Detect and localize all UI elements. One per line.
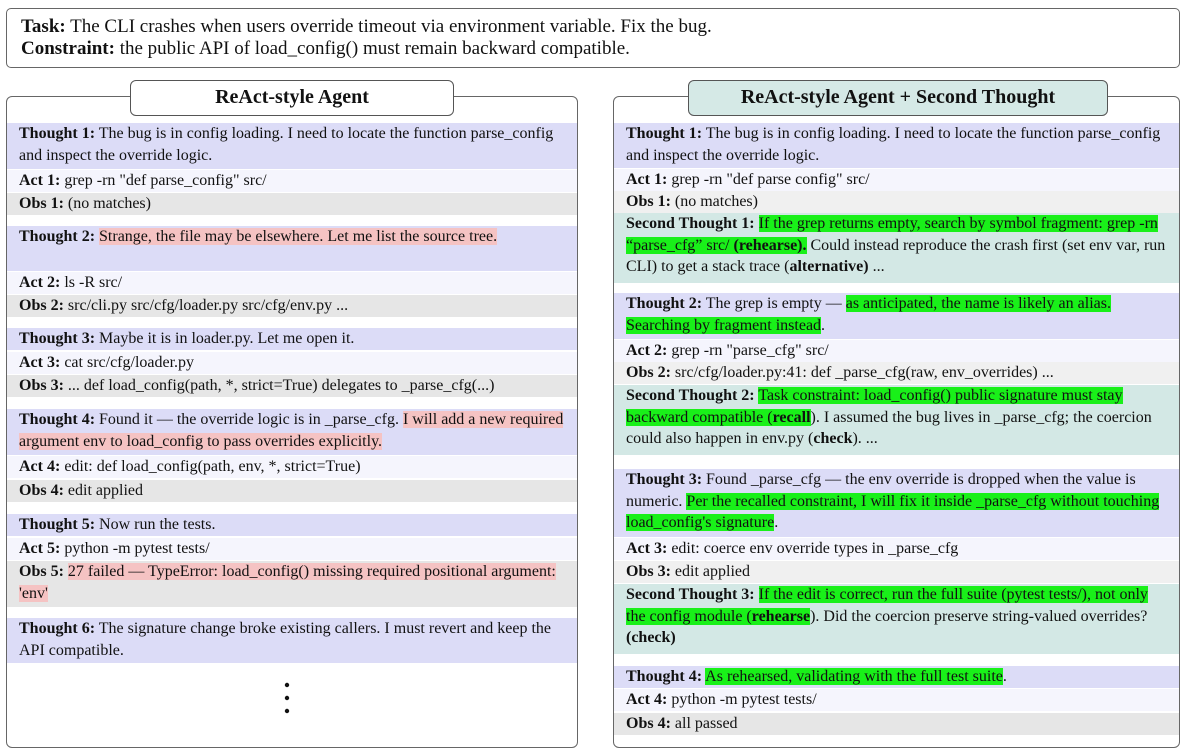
left-thought-5 <box>7 514 577 536</box>
right-thought-2 <box>614 293 1179 339</box>
task-text: The CLI crashes when users override timeout via environment variable. Fix the bug. <box>65 16 712 37</box>
row-label: rehearse <box>751 607 811 625</box>
row-text: src/cli.py src/cfg/loader.py src/cfg/env.py ... <box>63 297 349 314</box>
row-text: all passed <box>670 715 738 732</box>
row-label: Act 3: <box>19 354 61 371</box>
row-label: Act 2: <box>19 274 61 291</box>
row-text: src/cfg/loader.py:41: def _parse_cfg(raw, env_overrides) ... <box>670 364 1054 381</box>
row-text: If the edit is correct, run the full suite (pytest tests/), not only the config module ( <box>626 586 1148 625</box>
left-thought-6 <box>7 618 577 663</box>
right-act-1 <box>614 169 1179 191</box>
row-label: Thought 5: <box>19 516 96 533</box>
row-text: edit: coerce env override types in _parse_cfg <box>667 540 959 557</box>
row-label: Act 1: <box>19 172 61 189</box>
row-text: ). I assumed the bug lives in _parse_cfg; the coercion could also happen in env.py ( <box>626 408 1152 447</box>
row-label: Thought 3: <box>626 471 703 488</box>
row-label: Act 4: <box>19 458 61 475</box>
left-obs-3 <box>7 375 577 397</box>
row-text: ls -R src/ <box>60 274 123 291</box>
right-thought-3 <box>614 469 1179 537</box>
row-label: alternative) <box>789 258 869 275</box>
row-text: ... def load_config(path, *, strict=True) delegates to _parse_cfg(...) <box>63 377 495 394</box>
row-text: . <box>1002 668 1007 685</box>
row-label: Thought 3: <box>19 330 96 347</box>
row-text: The bug is in config loading. I need to locate the function parse_config and inspect the override logic. <box>626 125 1161 164</box>
row-text: ). Did the coercion preserve string-valued overrides? <box>810 607 1148 625</box>
right-obs-4 <box>614 713 1179 735</box>
left-obs-1 <box>7 193 577 215</box>
row-label: Thought 1: <box>626 125 703 142</box>
row-label: Obs 4: <box>19 482 64 499</box>
row-text: The grep is empty — <box>702 295 846 312</box>
row-text: Could instead reproduce the crash first (set env var, run CLI) to get a stack trace ( <box>626 236 1166 275</box>
row-text: (no matches) <box>670 193 758 210</box>
row-label: Thought 1: <box>19 125 96 142</box>
error-highlight: 27 failed — TypeError: load_config() missing required positional argument: 'env' <box>19 563 556 602</box>
right-obs-3 <box>614 561 1179 583</box>
row-text: python -m pytest tests/ <box>667 691 817 708</box>
row-label: Act 2: <box>626 342 668 359</box>
right-act-2 <box>614 340 1179 362</box>
right-act-3 <box>614 538 1179 560</box>
row-label: Obs 2: <box>19 297 64 314</box>
left-act-2 <box>7 272 577 294</box>
row-label: (rehearse). <box>733 236 807 254</box>
left-panel-title: ReAct-style Agent <box>130 80 454 116</box>
row-text: grep -rn "parse_cfg" src/ <box>667 342 829 359</box>
success-highlight: As rehearsed, validating with the full test suite <box>705 668 1003 685</box>
row-label: Act 5: <box>19 540 61 557</box>
right-thought-1 <box>614 123 1179 168</box>
row-label: Second Thought 1: <box>626 215 755 232</box>
left-act-3 <box>7 352 577 374</box>
left-obs-2 <box>7 295 577 317</box>
row-label: Thought 6: <box>19 620 96 637</box>
row-text: ). ... <box>852 430 878 447</box>
row-text: grep -rn "def parse_config" src/ <box>60 172 267 189</box>
right-obs-1 <box>614 191 1179 213</box>
task-label: Task: <box>21 16 66 37</box>
row-label: Obs 1: <box>19 195 64 212</box>
left-act-4 <box>7 456 577 478</box>
left-act-1 <box>7 170 577 192</box>
right-second-thought-2 <box>614 385 1179 455</box>
row-label: Obs 3: <box>626 563 671 580</box>
error-highlight: I will add a new required argument env to load_config to pass overrides explicitly. <box>19 411 564 450</box>
row-text: edit applied <box>670 563 750 580</box>
row-text: Maybe it is in loader.py. Let me open it. <box>95 330 355 347</box>
constraint-line <box>21 38 1165 60</box>
error-highlight: Strange, the file may be elsewhere. Let me list the source tree. <box>99 228 498 245</box>
constraint-label: Constraint: <box>21 38 115 59</box>
row-text: If the grep returns empty, search by symbol fragment: grep -rn “parse_cfg” src/ <box>626 215 1158 254</box>
row-text: Found it — the override logic is in _parse_cfg. <box>95 411 403 428</box>
row-text: Now run the tests. <box>95 516 216 533</box>
row-label: Obs 3: <box>19 377 64 394</box>
row-label: Obs 4: <box>626 715 671 732</box>
left-panel <box>6 96 578 748</box>
row-label: Thought 2: <box>626 295 703 312</box>
left-obs-5 <box>7 561 577 607</box>
left-obs-4 <box>7 480 577 502</box>
row-text: (no matches) <box>63 195 151 212</box>
ellipsis-vertical-icon <box>277 681 297 715</box>
left-thought-2 <box>7 226 577 271</box>
row-text: cat src/cfg/loader.py <box>60 354 195 371</box>
right-second-thought-1 <box>614 213 1179 283</box>
right-second-thought-3 <box>614 584 1179 654</box>
success-highlight: as anticipated, the name is likely an alias. Searching by fragment instead <box>626 295 1111 334</box>
row-label: check <box>813 430 853 447</box>
row-text: grep -rn "def parse config" src/ <box>667 171 870 188</box>
task-box <box>6 8 1180 68</box>
right-panel-title: ReAct-style Agent + Second Thought <box>688 80 1108 116</box>
row-text: python -m pytest tests/ <box>60 540 210 557</box>
row-label: Thought 4: <box>626 668 703 685</box>
row-label: Act 3: <box>626 540 668 557</box>
left-thought-3 <box>7 328 577 350</box>
row-text: edit applied <box>63 482 143 499</box>
left-thought-1 <box>7 123 577 169</box>
left-act-5 <box>7 538 577 560</box>
row-label: Act 1: <box>626 171 668 188</box>
row-text: Task constraint: load_config() public signature must stay backward compatible ( <box>626 387 1123 426</box>
row-label: Thought 4: <box>19 411 96 428</box>
right-obs-2 <box>614 362 1179 384</box>
task-line <box>21 16 1165 38</box>
right-act-4 <box>614 689 1179 711</box>
right-panel <box>613 96 1180 748</box>
row-text: . <box>821 316 826 334</box>
success-highlight: Per the recalled constraint, I will fix it inside _parse_cfg without touching load_config's signature <box>626 492 1160 531</box>
row-label: recall <box>772 408 811 426</box>
row-label: (check) <box>626 629 676 646</box>
row-label: Obs 2: <box>626 364 671 381</box>
row-text: . <box>774 514 779 531</box>
row-label: Thought 2: <box>19 228 96 245</box>
row-label: Second Thought 2: <box>626 387 755 404</box>
right-thought-4 <box>614 666 1179 688</box>
row-text: Found _parse_cfg — the env override is dropped when the value is numeric. <box>626 471 1136 510</box>
row-label: Obs 1: <box>626 193 671 210</box>
row-text: ... <box>868 258 885 275</box>
row-text: The bug is in config loading. I need to locate the function parse_config and inspect the override logic. <box>19 125 554 164</box>
constraint-text: the public API of load_config() must remain backward compatible. <box>114 38 630 59</box>
row-text: edit: def load_config(path, env, *, strict=True) <box>60 458 361 475</box>
left-thought-4 <box>7 409 577 455</box>
row-label: Obs 5: <box>19 563 64 580</box>
row-label: Act 4: <box>626 691 668 708</box>
row-text: The signature change broke existing callers. I must revert and keep the API compatible. <box>19 620 552 659</box>
row-label: Second Thought 3: <box>626 586 755 603</box>
